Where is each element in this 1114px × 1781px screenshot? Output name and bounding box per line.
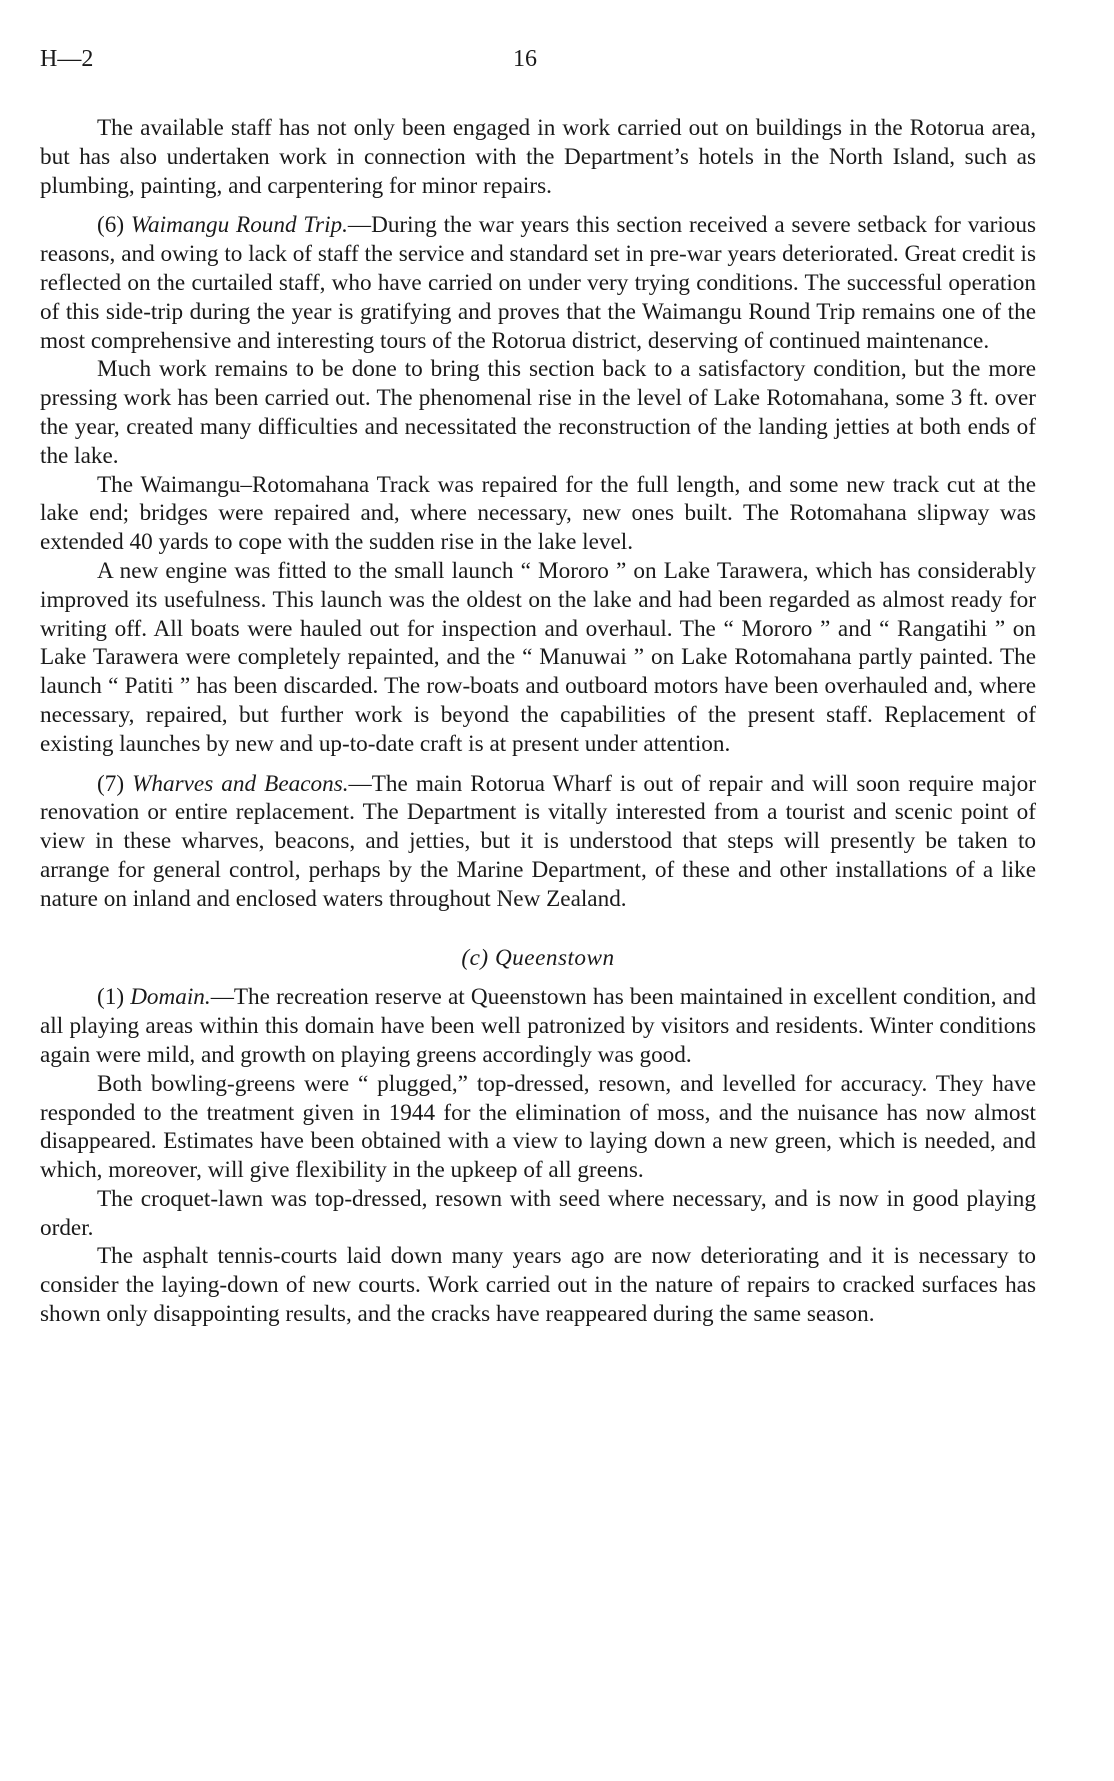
section-number: (6) bbox=[97, 212, 131, 239]
paragraph-text: —The recreation reserve at Queenstown has been maintained in excellent condition, and all playing areas within this domain have been well patronized by visitors and residents. Winter conditions again were mild, and growth on playing greens accordingly was good. bbox=[40, 984, 1036, 1068]
paragraph-domain bbox=[40, 983, 1036, 1069]
document-reference: H—2 bbox=[40, 46, 94, 72]
paragraph-lake-rotomahana bbox=[40, 355, 1036, 470]
paragraph-text: —During the war years this section received a severe setback for various reasons, and owing to lack of staff the service and standard set in pre-war years deteriorated. Great credit is reflected on the curtailed staff, who have carried on under very trying conditions. The successful operation of this side-trip during the year is gratifying and proves that the Waimangu Round Trip remains one of the most comprehensive and interesting tours of the Rotorua district, deserving of continued maintenance. bbox=[40, 212, 1036, 354]
paragraph-text: A new engine was fitted to the small launch “ Mororo ” on Lake Tarawera, which has considerably improved its usefulness. This launch was the oldest on the lake and had been regarded as almost ready for writing off. All boats were hauled out for inspection and overhaul. The “ Mororo ” and “ Rangatihi ” on Lake Tarawera were completely repainted, and the “ Manuwai ” on Lake Rotomahana partly painted. The launch “ Patiti ” has been discarded. The row-boats and outboard motors have been overhauled and, where necessary, repaired, but further work is beyond the capabilities of the present staff. Replacement of existing launches by new and up-to-date craft is at present under attention. bbox=[40, 557, 1036, 757]
paragraph-track-repairs bbox=[40, 471, 1036, 557]
paragraph-staff-work bbox=[40, 114, 1036, 200]
page-header bbox=[40, 46, 1040, 86]
section-title: Domain. bbox=[130, 984, 211, 1011]
paragraph-text: The Waimangu–Rotomahana Track was repaired for the full length, and some new track cut at the lake end; bridges were repaired and, where necessary, new ones built. The Rotomahana slipway was extended 40 yards to cope with the sudden rise in the lake level. bbox=[40, 471, 1036, 556]
paragraph-wharves-beacons bbox=[40, 770, 1036, 914]
paragraph-croquet-lawn bbox=[40, 1185, 1036, 1243]
paragraph-text: Much work remains to be done to bring this section back to a satisfactory condition, but the more pressing work has been carried out. The phenomenal rise in the level of Lake Rotomahana, some 3 ft. over the year, created many difficulties and necessitated the reconstruction of the landing jetties at both ends of the lake. bbox=[40, 356, 1036, 469]
paragraph-waimangu-round-trip bbox=[40, 211, 1036, 355]
paragraph-text: The available staff has not only been engaged in work carried out on buildings in the Rotorua area, but has also undertaken work in connection with the Department’s hotels in the North Island, such as plumbing, painting, and carpentering for minor repairs. bbox=[40, 115, 1036, 199]
section-number: (7) bbox=[97, 770, 133, 797]
paragraph-text: The asphalt tennis-courts laid down many years ago are now deteriorating and it is necessary to consider the laying-down of new courts. Work carried out in the nature of repairs to cracked surfaces has shown only disappointing results, and the cracks have reappeared during the same season. bbox=[40, 1243, 1036, 1328]
document-body bbox=[40, 114, 1036, 1329]
section-title: Waimangu Round Trip. bbox=[130, 212, 348, 239]
section-heading-queenstown: (c) Queenstown bbox=[461, 944, 615, 971]
section-title: Wharves and Beacons. bbox=[132, 770, 349, 797]
paragraph-launches bbox=[40, 557, 1036, 759]
paragraph-text: —The main Rotorua Wharf is out of repair and will soon require major renovation or entire replacement. The Department is vitally interested from a tourist and scenic point of view in these wharves, beacons, and jetties, but it is understood that steps will presently be taken to arrange for general control, perhaps by the Marine Department, of these and other installations of a like nature on inland and enclosed waters throughout New Zealand. bbox=[40, 770, 1036, 912]
page-number: 16 bbox=[513, 46, 537, 72]
paragraph-text: The croquet-lawn was top-dressed, resown with seed where necessary, and is now in good playing order. bbox=[40, 1185, 1036, 1241]
paragraph-bowling-greens bbox=[40, 1070, 1036, 1185]
section-number: (1) bbox=[97, 984, 131, 1011]
paragraph-tennis-courts bbox=[40, 1242, 1036, 1328]
paragraph-text: Both bowling-greens were “ plugged,” top-dressed, resown, and levelled for accuracy. They have responded to the treatment given in 1944 for the elimination of moss, and the nuisance has now almost disappeared. Estimates have been obtained with a view to laying down a new green, which is needed, and which, moreover, will give flexibility in the upkeep of all greens. bbox=[40, 1070, 1036, 1184]
